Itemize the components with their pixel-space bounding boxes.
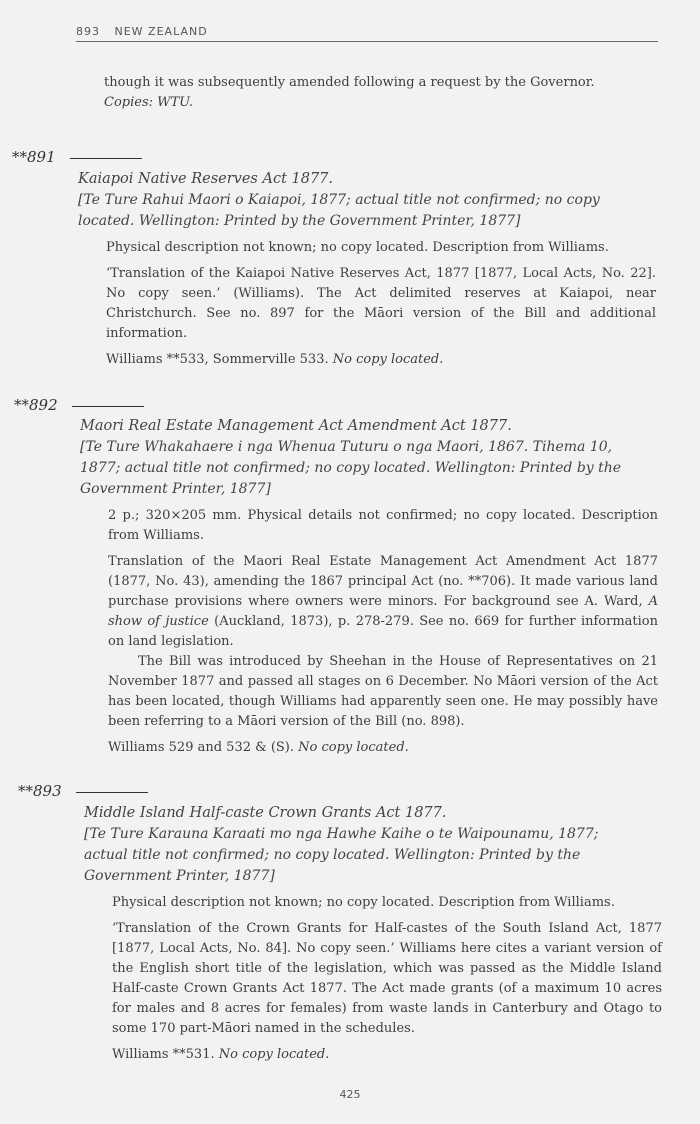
entry-references: [106, 350, 656, 370]
entry-title: Maori Real Estate Management Act Amendment Act 1877.: [80, 418, 512, 434]
physical-description: Physical description not known; no copy located. Description from Williams.: [106, 240, 609, 255]
entry-note: [108, 552, 658, 652]
continued-entry: [104, 73, 644, 113]
note-text: Translation of the Maori Real Estate Management Act Amendment Act 1877 (1877, No. 43), amending the 1867 principal Act (no. **706). It made various land purchase provisions where owners were minors. For background see A. Ward,: [108, 554, 658, 609]
entry-893: [84, 803, 662, 1065]
copy-status: No copy located.: [298, 740, 409, 755]
entry-note-second: The Bill was introduced by Sheehan in the House of Representatives on 21 November 1877 and passed all stages on 6 December. No Māori version of the Act has been located, though Williams had apparently seen one. He may possibly have been referring to a Māori version of the Bill (no. 898).: [108, 654, 658, 729]
entry-number-text: **893: [18, 782, 62, 800]
entry-maori-title: [Te Ture Whakahaere i nga Whenua Tuturu o nga Maori, 1867. Tihema 10, 1877; actual title not confirmed; no copy located. Wellington: Printed by the Government Printer, 1877]: [80, 439, 622, 497]
entry-rule: [72, 406, 144, 407]
entry-rule: [70, 158, 142, 159]
entry-maori-title: [Te Ture Rahui Maori o Kaiapoi, 1877; actual title not confirmed; no copy located. Wellington: Printed by the Government Printer, 1877]: [78, 192, 600, 229]
references-text: Williams **533, Sommerville 533.: [106, 352, 329, 367]
note-text-continued: (Auckland, 1873), p. 278-279. See no. 669 for further information on land legislation.: [108, 614, 658, 649]
entry-maori-title: [Te Ture Karauna Karaati mo nga Hawhe Kaihe o te Waipounamu, 1877; actual title not confirmed; no copy located. Wellington: Printed by the Government Printer, 1877]: [84, 826, 599, 884]
entry-number-891: [12, 148, 142, 166]
entry-title: Middle Island Half-caste Crown Grants Act 1877.: [84, 805, 447, 821]
copies-line: Copies: WTU.: [104, 95, 194, 110]
cited-work-title: A show of justice: [108, 594, 658, 629]
entry-number-text: **892: [14, 396, 58, 414]
running-head-page-number: 893: [76, 25, 100, 38]
running-head: [76, 25, 658, 42]
entry-references: [112, 1045, 662, 1065]
references-text: Williams 529 and 532 & (S).: [108, 740, 294, 755]
references-text: Williams **531.: [112, 1047, 215, 1062]
entry-body: [112, 893, 662, 1065]
entry-body: [108, 506, 658, 758]
entry-number-text: **891: [12, 148, 56, 166]
entry-references: [108, 738, 658, 758]
entry-number-893: [18, 782, 148, 800]
entry-892: [80, 416, 658, 758]
copy-status: No copy located.: [218, 1047, 330, 1062]
continued-text: though it was subsequently amended following a request by the Governor.: [104, 75, 595, 90]
entry-note: ‘Translation of the Crown Grants for Half-castes of the South Island Act, 1877 [1877, Local Acts, No. 84]. No copy seen.’ Williams here cites a variant version of the English short title of the legislation, which was passed as the Middle Island Half-caste Crown Grants Act 1877. The Act made grants (of a maximum 10 acres for males and 8 acres for females) from waste lands in Canterbury and Otago to some 170 part-Māori named in the schedules.: [112, 921, 662, 1036]
entry-rule: [76, 792, 148, 793]
running-head-title: NEW ZEALAND: [114, 25, 208, 38]
entry-note: ‘Translation of the Kaiapoi Native Reserves Act, 1877 [1877, Local Acts, No. 22]. No copy seen.’ (Williams). The Act delimited reserves at Kaiapoi, near Christchurch. See no. 897 for the Māori version of the Bill and additional information.: [106, 266, 656, 341]
physical-description: Physical description not known; no copy located. Description from Williams.: [112, 895, 615, 910]
physical-description: 2 p.; 320×205 mm. Physical details not confirmed; no copy located. Description from Williams.: [108, 508, 658, 543]
entry-891: [78, 169, 656, 370]
entry-number-892: [14, 396, 144, 414]
copy-status: No copy located.: [332, 352, 444, 367]
entry-title: Kaiapoi Native Reserves Act 1877.: [78, 171, 334, 187]
folio-page-number: 425: [339, 1088, 361, 1101]
entry-body: [106, 238, 656, 370]
